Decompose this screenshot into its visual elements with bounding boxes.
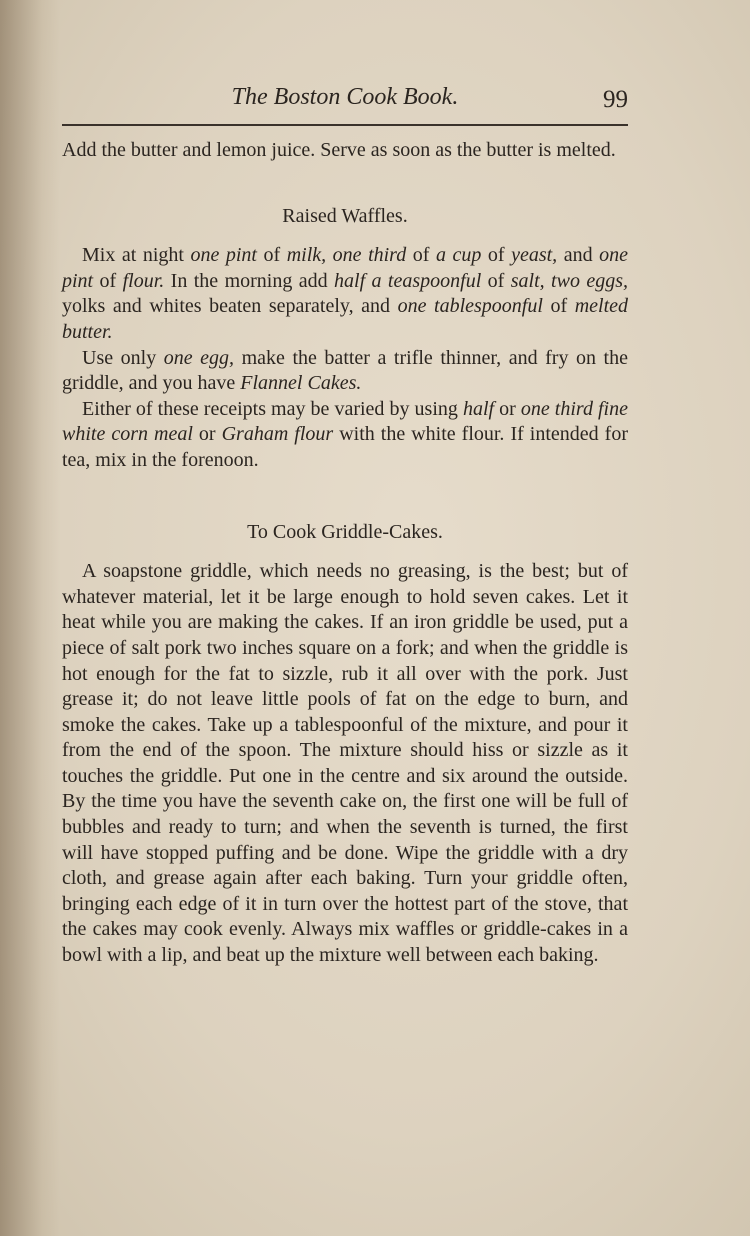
text-run: of	[93, 269, 123, 292]
text-run: with the white flour. If intended for tea, mix in the forenoon.	[62, 423, 628, 471]
italic-run: Graham flour	[221, 423, 334, 446]
italic-run: half	[462, 397, 495, 420]
text-run: Mix at night	[82, 244, 191, 267]
text-run: of	[406, 244, 436, 267]
italic-run: melted butter.	[62, 295, 629, 343]
running-title: The Boston Cook Book.	[231, 84, 459, 110]
italic-run: one egg,	[163, 346, 235, 369]
italic-run: one pint	[62, 244, 628, 292]
spine-shadow	[0, 0, 60, 1236]
italic-run: yeast,	[511, 244, 558, 267]
italic-run: two eggs,	[551, 269, 629, 292]
page-number: 99	[603, 86, 628, 113]
text-run: In the morning add	[164, 269, 335, 292]
section-heading-raised-waffles: Raised Waffles.	[282, 204, 408, 227]
text-run: or	[494, 397, 521, 420]
text-run: or	[192, 423, 222, 446]
page-header	[62, 84, 628, 124]
italic-run: a cup	[435, 244, 482, 267]
italic-run: milk,	[286, 244, 327, 267]
header-rule	[62, 124, 628, 126]
text-run: and	[557, 244, 600, 267]
text-run: yolks and whites beaten separately, and	[62, 295, 398, 318]
page-body	[62, 138, 628, 969]
italic-run: one tablespoonful	[397, 295, 543, 318]
italic-run: one pint	[190, 244, 257, 267]
raised-waffles-paragraph-3	[62, 397, 628, 474]
text-run: of	[542, 295, 575, 318]
text-run: of	[481, 269, 511, 292]
raised-waffles-paragraph-2	[62, 346, 628, 397]
italic-run: one third fine white corn meal	[62, 397, 628, 446]
text-run: make the batter a trifle thinner, and fry on the griddle, and you have	[62, 346, 628, 395]
text-run: Either of these receipts may be varied by using	[82, 397, 463, 420]
italic-run: salt,	[510, 269, 545, 292]
italic-run: Flannel Cakes.	[240, 372, 362, 395]
text-run: of	[481, 244, 512, 267]
text-run: of	[256, 244, 287, 267]
italic-run: flour.	[122, 269, 165, 292]
text-run: Use only	[82, 346, 164, 369]
section-heading-griddle-cakes: To Cook Griddle-Cakes.	[247, 520, 443, 543]
italic-run: half a teaspoonful	[334, 269, 482, 292]
italic-run: one third	[332, 244, 407, 267]
raised-waffles-paragraph-1	[62, 243, 628, 345]
intro-paragraph: Add the butter and lemon juice. Serve as soon as the butter is melted.	[62, 139, 616, 161]
griddle-cakes-paragraph: A soapstone griddle, which needs no greasing, is the best; but of whatever material, let it be large enough to hold seven cakes. Let it heat while you are making the cakes. If an iron griddle be used, put a piece of salt pork two inches square on a fork; and when the griddle is hot enough for the fat to sizzle, rub it all over with the pork. Just grease it; do not leave little pools of fat on the edge to burn, and smoke the cakes. Take up a tablespoonful of the mixture, and pour it from the end of the spoon. The mixture should hiss or sizzle as it touches the griddle. Put one in the centre and six around the outside. By the time you have the seventh cake on, the first one will be full of bubbles and ready to turn; and when the seventh is turned, the first will have stopped puffing and be done. Wipe the griddle with a dry cloth, and grease again after each baking. Turn your griddle often, bringing each edge of it in turn over the hottest part of the stove, that the cakes may cook evenly. Always mix waffles or griddle-cakes in a bowl with a lip, and beat up the mixture well between each baking.	[62, 560, 628, 967]
